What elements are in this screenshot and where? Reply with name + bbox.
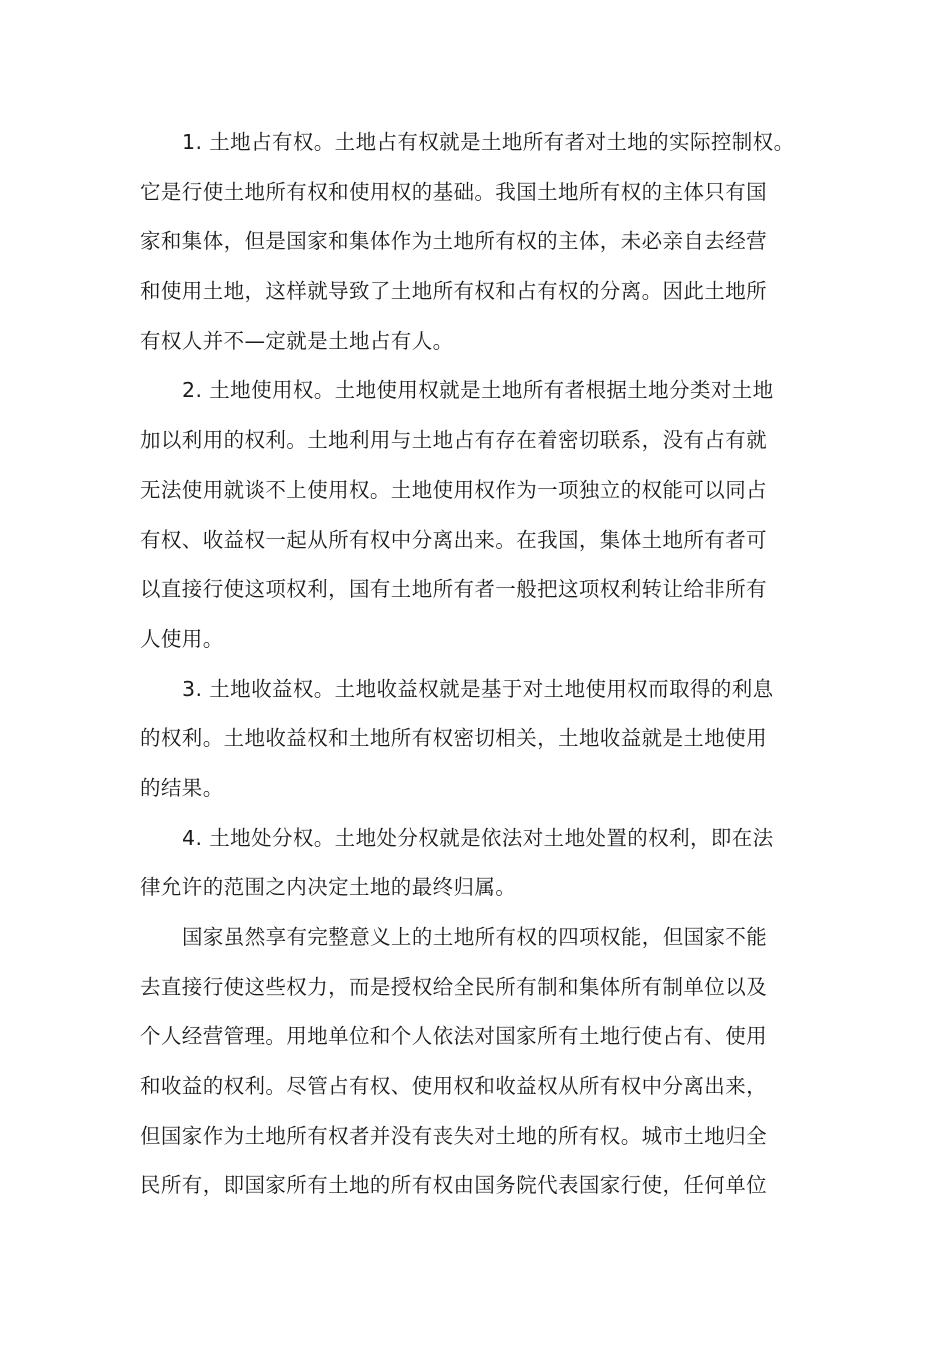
text-line: 2. 土地使用权。土地使用权就是土地所有者根据土地分类对土地: [182, 378, 774, 403]
text-line: 有权人并不—定就是土地占有人。: [140, 328, 454, 353]
paragraph-land-disposal-right: [140, 814, 790, 913]
paragraph-land-possession-right: [140, 118, 795, 366]
text-line: 国家虽然享有完整意义上的土地所有权的四项权能，但国家不能: [182, 925, 768, 949]
document-body: [140, 118, 795, 1211]
text-line: 的结果。: [140, 775, 224, 800]
text-line: 的权利。土地收益权和土地所有权密切相关，土地收益就是土地使用: [140, 726, 767, 751]
text-line: 3. 土地收益权。土地收益权就是基于对土地使用权而取得的利息: [182, 676, 774, 701]
text-line: 和使用土地，这样就导致了土地所有权和占有权的分离。因此土地所: [140, 279, 767, 304]
text-line: 无法使用就谈不上使用权。土地使用权作为一项独立的权能可以同占: [140, 477, 767, 502]
text-line: 人使用。: [140, 626, 224, 651]
paragraph-state-ownership-summary: [140, 913, 790, 1211]
paragraph-land-use-right: [140, 366, 790, 664]
text-line: 家和集体，但是国家和集体作为土地所有权的主体，未必亲自去经营: [140, 229, 767, 254]
paragraph-land-income-right: [140, 665, 790, 814]
text-line: 去直接行使这些权力，而是授权给全民所有制和集体所有制单位以及: [140, 974, 767, 999]
text-line: 1. 土地占有权。土地占有权就是土地所有者对土地的实际控制权。: [182, 130, 795, 154]
text-line: 个人经营管理。用地单位和个人依法对国家所有土地行使占有、使用: [140, 1024, 767, 1049]
text-line: 它是行使土地所有权和使用权的基础。我国土地所有权的主体只有国: [140, 179, 767, 204]
text-line: 但国家作为土地所有权者并没有丧失对土地的所有权。城市土地归全: [140, 1123, 767, 1148]
text-line: 民所有，即国家所有土地的所有权由国务院代表国家行使，任何单位: [140, 1173, 767, 1198]
text-line: 以直接行使这项权利，国有土地所有者一般把这项权利转让给非所有: [140, 577, 767, 602]
text-line: 律允许的范围之内决定土地的最终归属。: [140, 875, 517, 900]
text-line: 和收益的权利。尽管占有权、使用权和收益权从所有权中分离出来，: [140, 1074, 767, 1099]
text-line: 有权、收益权一起从所有权中分离出来。在我国，集体土地所有者可: [140, 527, 767, 552]
text-line: 4. 土地处分权。土地处分权就是依法对土地处置的权利，即在法: [182, 825, 774, 850]
text-line: 加以利用的权利。土地利用与土地占有存在着密切联系，没有占有就: [140, 428, 767, 453]
